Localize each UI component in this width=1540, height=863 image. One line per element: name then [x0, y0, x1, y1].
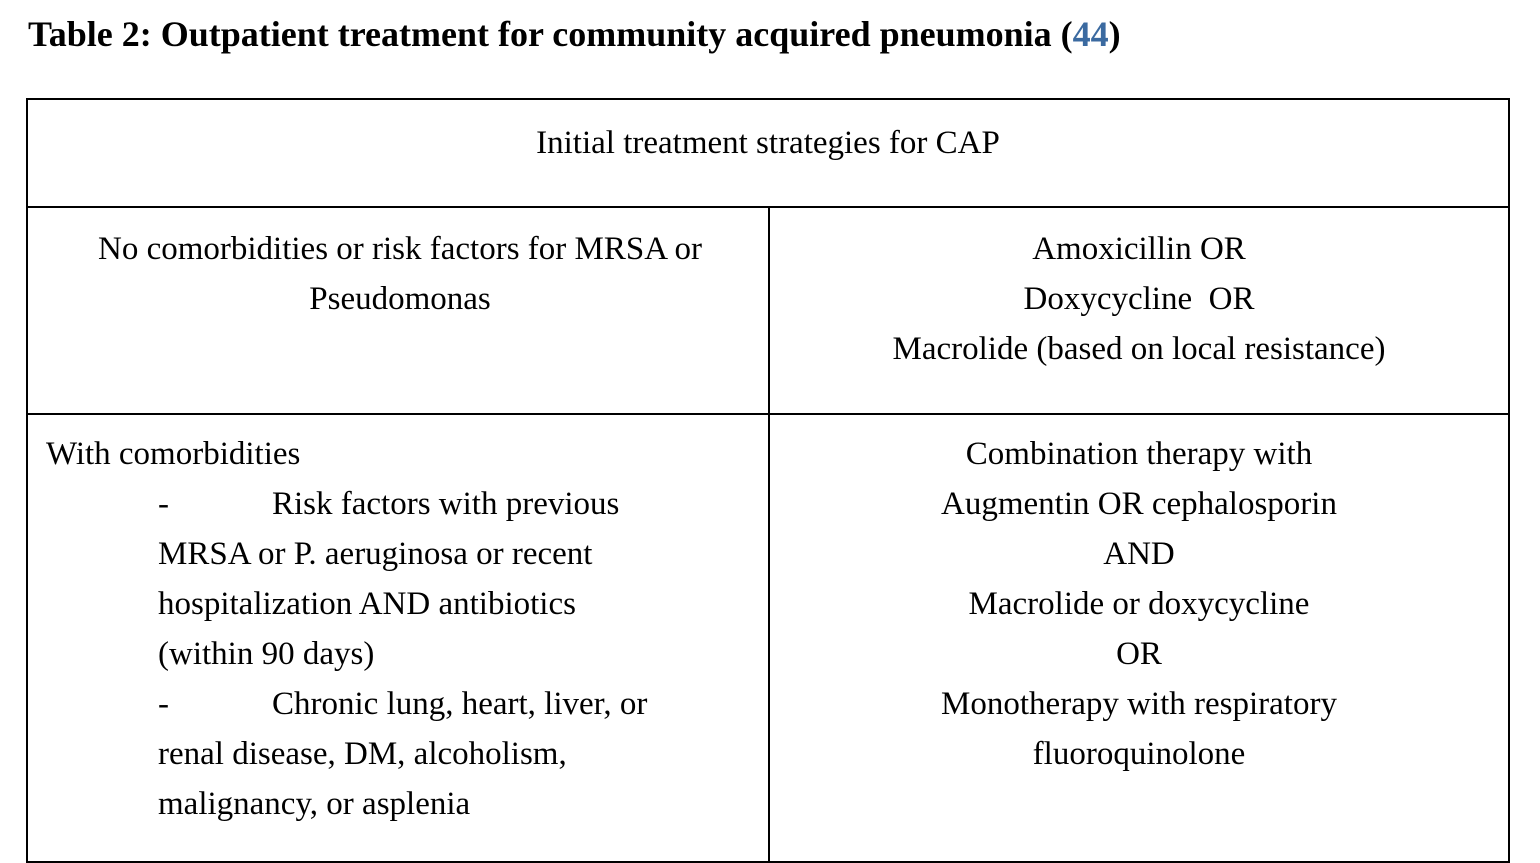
- cell-line: OR: [1116, 636, 1162, 672]
- cell-line: AND: [1103, 536, 1175, 572]
- treatment-cell-no-comorbidities: [769, 207, 1509, 414]
- table-row: [27, 207, 1509, 414]
- cell-line: Amoxicillin OR: [1032, 231, 1246, 267]
- treatment-table: [26, 98, 1510, 863]
- cell-line: Pseudomonas: [309, 281, 491, 317]
- bullet-line: renal disease, DM, alcoholism,: [158, 736, 567, 772]
- table-header: [27, 99, 1509, 207]
- bullet-line: MRSA or P. aeruginosa or recent: [158, 536, 593, 572]
- cell-line: Macrolide (based on local resistance): [892, 331, 1386, 367]
- bullet-item: [46, 479, 718, 679]
- cell-title: With comorbidities: [46, 436, 301, 472]
- cell-line: Doxycycline OR: [1023, 281, 1255, 317]
- bullet-first-line: Chronic lung, heart, liver, or: [272, 686, 648, 722]
- bullet-dash: -: [158, 686, 169, 722]
- condition-cell-with-comorbidities: [27, 414, 769, 862]
- cell-line: Monotherapy with respiratory: [941, 686, 1337, 722]
- cell-line: Combination therapy with: [965, 436, 1313, 472]
- bullet-line: malignancy, or asplenia: [158, 786, 471, 822]
- treatment-cell-with-comorbidities: [769, 414, 1509, 862]
- table-row: [27, 414, 1509, 862]
- bullet-dash: -: [158, 486, 169, 522]
- bullet-line: hospitalization AND antibiotics: [158, 586, 576, 622]
- cell-line: Macrolide or doxycycline: [968, 586, 1310, 622]
- table-caption: [28, 14, 1121, 54]
- caption-text: Table 2: Outpatient treatment for community acquired pneumonia (: [28, 14, 1073, 54]
- cell-line: Augmentin OR cephalosporin: [941, 486, 1337, 522]
- cell-line: fluoroquinolone: [1032, 736, 1246, 772]
- cell-line: No comorbidities or risk factors for MRSA or: [97, 231, 702, 267]
- reference-link[interactable]: 44: [1072, 14, 1109, 54]
- condition-cell-no-comorbidities: [27, 207, 769, 414]
- bullet-first-line: Risk factors with previous: [272, 486, 620, 522]
- bullet-line: (within 90 days): [158, 636, 375, 672]
- caption-close-paren: ): [1108, 14, 1121, 54]
- table-header-text: Initial treatment strategies for CAP: [536, 125, 1000, 161]
- bullet-item: [46, 679, 718, 829]
